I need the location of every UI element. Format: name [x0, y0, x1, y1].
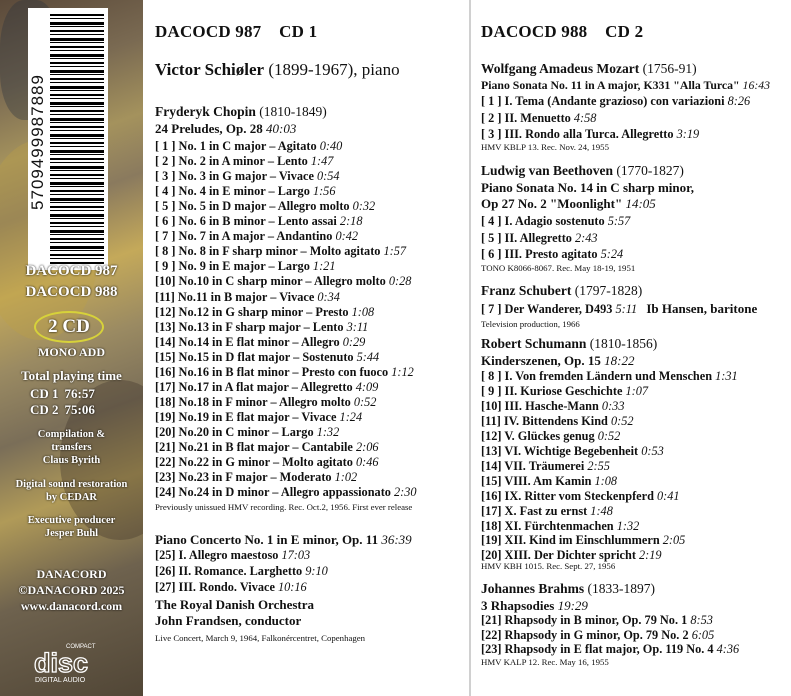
logo-bottom-text: DIGITAL AUDIO [35, 677, 86, 684]
concerto-name: Piano Concerto No. 1 in E minor, Op. 11 [155, 532, 379, 547]
composer-heading [481, 581, 655, 597]
credit-line: Executive producer [27, 515, 116, 526]
producer-credit [0, 514, 143, 540]
track-row [481, 384, 648, 399]
recording-note: TONO K8066-8067. Rec. May 18-19, 1951 [481, 263, 636, 273]
cd1-header [155, 22, 317, 42]
track-title: [ 8 ] I. Von fremden Ländern und Menschen [481, 369, 716, 383]
track-title: [11] No.11 in B major – Vivace [155, 289, 318, 304]
mono-add-label: MONO ADD [38, 345, 105, 359]
cd2-tracklist [471, 0, 791, 696]
cd1-time-label: CD 1 [30, 386, 59, 401]
track-row [155, 305, 374, 320]
track-row [481, 628, 714, 643]
composer-years: (1770-1827) [616, 163, 684, 178]
credit-line: Digital sound restoration [15, 479, 128, 490]
logo-top-text: COMPACT [66, 644, 96, 650]
barcode [28, 8, 108, 270]
work-title [155, 121, 296, 137]
compact-disc-logo [32, 640, 96, 684]
work-title [481, 598, 588, 614]
track-duration: 5:44 [356, 349, 380, 364]
performer-years: (1899-1967), piano [268, 60, 400, 79]
website: www.danacord.com [20, 599, 123, 613]
track-duration: 0:52 [353, 394, 377, 409]
track-row [481, 533, 685, 548]
track-duration: 2:05 [662, 533, 686, 548]
track-duration: 1:32 [616, 518, 640, 533]
conductor: John Frandsen, conductor [155, 613, 302, 628]
work-duration: 19:29 [557, 598, 588, 613]
track-duration: 2:55 [587, 458, 610, 473]
track-title: [16] IX. Ritter vom Steckenpferd [481, 488, 657, 503]
track-title: [10] No.10 in C sharp minor – Allegro molto [155, 274, 389, 289]
track-row [481, 231, 598, 246]
track-duration: 1:57 [383, 244, 407, 259]
work-duration: 14:05 [625, 196, 656, 211]
track-row [155, 410, 362, 425]
catalog-number-2: DACOCD 988 [25, 284, 118, 300]
recording-note: HMV KALP 12. Rec. May 16, 1955 [481, 657, 609, 667]
track-duration: 2:18 [339, 214, 363, 229]
track-title: [ 3 ] III. Rondo alla Turca. Allegretto [481, 127, 677, 141]
composer-name: Ludwig van Beethoven [481, 163, 614, 178]
track-title: [20] XIII. Der Dichter spricht [481, 548, 640, 563]
barcode-bars [50, 14, 104, 264]
track-duration: 0:34 [317, 289, 340, 304]
work-title: Piano Sonata No. 14 in C sharp minor, [481, 180, 694, 195]
cover-spine [0, 0, 143, 696]
track-title: [17] No.17 in A flat major – Allegretto [155, 379, 356, 394]
track-title: [ 4 ] No. 4 in E minor – Largo [155, 184, 313, 199]
track-row [481, 94, 750, 109]
track-row [481, 414, 634, 429]
track-row [155, 320, 368, 335]
composer-name: Johannes Brahms [481, 581, 585, 596]
track-row [155, 350, 379, 365]
recording-note: Television production, 1966 [481, 319, 580, 329]
track-row [155, 470, 357, 485]
track-duration: 2:30 [394, 485, 417, 500]
track-duration: 0:54 [317, 169, 340, 184]
track-row [155, 199, 375, 214]
track-title: [ 9 ] No. 9 in E major – Largo [155, 259, 313, 274]
track-duration: 1:12 [391, 364, 414, 379]
cd1-time-value: 76:57 [64, 386, 95, 401]
track-duration: 0:46 [355, 455, 379, 470]
track-title: [ 5 ] II. Allegretto [481, 230, 576, 245]
track-row [155, 380, 378, 395]
track-row [155, 548, 310, 563]
total-playing-time-label: Total playing time [21, 368, 122, 383]
track-duration: 1:32 [316, 424, 340, 439]
track-row [481, 429, 620, 444]
copyright: ©DANACORD 2025 [18, 583, 125, 597]
track-row [155, 259, 335, 274]
track-duration: 4:58 [573, 110, 597, 125]
track-title: [12] V. Glückes genug [481, 428, 598, 443]
track-title: [22] Rhapsody in G minor, Op. 79 No. 2 [481, 627, 692, 642]
composer-years: (1810-1849) [259, 104, 327, 119]
composer-heading [481, 61, 697, 77]
track-title: [10] III. Hasche-Mann [481, 398, 602, 413]
track-duration: 0:52 [610, 413, 634, 428]
work-duration: 40:03 [266, 121, 297, 136]
track-duration: 6:05 [691, 627, 715, 642]
track-row [481, 214, 630, 229]
track-title: [ 5 ] No. 5 in D major – Allegro molto [155, 199, 353, 214]
track-duration: 0:42 [335, 229, 359, 244]
track-title: [21] Rhapsody in B minor, Op. 79 No. 1 [481, 613, 691, 627]
track-duration: 8:26 [727, 94, 751, 108]
composer-name: Franz Schubert [481, 283, 572, 298]
track-row [481, 399, 624, 414]
work-duration: 18:22 [604, 353, 635, 368]
track-duration: 0:53 [641, 443, 664, 458]
composer-years: (1833-1897) [587, 581, 656, 596]
work-duration: 16:43 [742, 78, 771, 92]
track-title: [ 1 ] No. 1 in C major – Agitato [155, 139, 320, 153]
track-duration: 0:32 [352, 199, 376, 214]
track-row [155, 139, 342, 154]
track-row [481, 489, 680, 504]
composer-name: Robert Schumann [481, 336, 587, 351]
track-duration: 8:53 [690, 613, 713, 627]
track-title: [ 3 ] No. 3 in G major – Vivace [155, 169, 318, 184]
cd2-time-value: 75:06 [64, 402, 95, 417]
track-duration: 0:33 [601, 398, 625, 413]
work-name: 24 Preludes, Op. 28 [155, 121, 263, 136]
track-duration: 2:43 [575, 230, 598, 245]
track-title: [23] Rhapsody in E flat major, Op. 119 No. 4 [481, 642, 717, 656]
track-title: [11] IV. Bittendens Kind [481, 413, 611, 428]
track-duration: 0:52 [597, 428, 621, 443]
track-duration: 4:36 [716, 642, 740, 656]
composer-name: Wolfgang Amadeus Mozart [481, 61, 640, 76]
track-duration: 0:40 [319, 139, 343, 153]
track-duration: 1:24 [339, 409, 363, 424]
track-row [155, 580, 307, 595]
cd2-catalog: DACOCD 988 [481, 22, 588, 41]
track-row [155, 274, 411, 289]
track-title: [ 9 ] II. Kuriose Geschichte [481, 383, 626, 398]
track-duration: 17:03 [281, 548, 311, 562]
track-row [155, 154, 333, 169]
track-row [155, 485, 417, 500]
track-title: [23] No.23 in F major – Moderato [155, 470, 335, 485]
cd2-time-label: CD 2 [30, 402, 59, 417]
track-duration: 4:09 [355, 379, 379, 394]
track-title: [17] X. Fast zu ernst [481, 503, 591, 518]
performer-name: Victor Schiøler [155, 60, 265, 79]
track-row [155, 335, 365, 350]
track-title: [27] III. Rondo. Vivace [155, 580, 278, 594]
playing-times [30, 386, 101, 418]
track-row [155, 184, 335, 199]
work-name: Op 27 No. 2 "Moonlight" [481, 196, 623, 211]
track-row [481, 459, 610, 474]
cd1-catalog: DACOCD 987 [155, 22, 262, 41]
track-duration: 5:57 [607, 214, 631, 228]
track-row [481, 519, 639, 534]
track-duration: 9:10 [305, 564, 328, 578]
label-name: DANACORD [36, 567, 107, 581]
track-title: [ 6 ] No. 6 in B minor – Lento assai [155, 214, 340, 229]
compilation-credit [0, 428, 143, 467]
composer-years: (1797-1828) [574, 283, 643, 298]
composer-name: Fryderyk Chopin [155, 104, 256, 119]
recording-note: HMV KBH 1015. Rec. Sept. 27, 1956 [481, 561, 616, 571]
track-title: [26] II. Romance. Larghetto [155, 564, 306, 578]
recording-note: HMV KBLP 13. Rec. Nov. 24, 1955 [481, 142, 609, 152]
track-duration: 5:11 [615, 302, 638, 316]
track-duration: 1:08 [351, 304, 375, 319]
track-title: [19] No.19 in E flat major – Vivace [155, 409, 340, 424]
track-duration: 10:16 [277, 580, 307, 594]
track-title: [15] VIII. Am Kamin [481, 473, 595, 488]
track-title: [13] VI. Wichtige Begebenheit [481, 443, 642, 458]
track-duration: 1:08 [594, 473, 618, 488]
track-duration: 0:28 [388, 274, 412, 289]
track-row [481, 613, 713, 628]
credit-line: Claus Byrith [42, 455, 101, 466]
composer-years: (1810-1856) [589, 336, 658, 351]
track-duration: 1:47 [310, 154, 334, 169]
track-title: [14] No.14 in E flat minor – Allegro [155, 334, 343, 349]
track-duration: 0:41 [657, 488, 680, 503]
track-title: [20] No.20 in C minor – Largo [155, 424, 317, 439]
track-row [155, 395, 376, 410]
track-row [481, 504, 613, 519]
cd2-label: CD 2 [605, 22, 644, 41]
composer-heading [155, 104, 327, 120]
composer-years: (1756-91) [642, 61, 697, 76]
track-row [481, 642, 739, 657]
track-title: [ 4 ] I. Adagio sostenuto [481, 214, 608, 228]
track-title: [14] VII. Träumerei [481, 458, 588, 473]
credit-line: by CEDAR [45, 492, 98, 503]
concerto-title [155, 532, 412, 548]
track-row [155, 214, 362, 229]
track-duration: 3:19 [676, 127, 700, 141]
credit-line: transfers [51, 442, 92, 453]
track-duration: 1:07 [625, 383, 649, 398]
track-row [481, 127, 699, 142]
composer-heading [481, 163, 684, 179]
track-title: [25] I. Allegro maestoso [155, 548, 282, 562]
track-row [155, 365, 414, 380]
credit-line: Jesper Buhl [44, 528, 99, 539]
track-duration: 1:31 [715, 369, 738, 383]
track-row [481, 474, 617, 489]
track-title: [18] No.18 in F minor – Allegro molto [155, 394, 354, 409]
track-duration: 1:21 [312, 259, 336, 274]
track-title: [ 1 ] I. Tema (Andante grazioso) con variazioni [481, 94, 728, 108]
track-row [155, 244, 406, 259]
track-title: [ 6 ] III. Presto agitato [481, 247, 601, 261]
track-row [155, 290, 340, 305]
restoration-credit [0, 478, 143, 504]
composer-heading [481, 336, 657, 352]
concerto-duration: 36:39 [381, 532, 412, 547]
orchestra: The Royal Danish Orchestra [155, 597, 315, 612]
track-title: [ 7 ] Der Wanderer, D493 [481, 302, 613, 316]
track-row [155, 169, 340, 184]
track-row [155, 229, 358, 244]
label-info [0, 566, 143, 614]
track-title: [21] No.21 in B flat major – Cantabile [155, 440, 356, 454]
track-title: [19] XII. Kind im Einschlummern [481, 533, 663, 548]
track-title: [16] No.16 in B flat minor – Presto con fuoco [155, 364, 392, 379]
track-duration: 3:11 [346, 319, 369, 334]
track-row [155, 440, 379, 455]
work-name: 3 Rhapsodies [481, 598, 555, 613]
track-row [481, 247, 623, 262]
track-duration: 2:06 [355, 440, 379, 454]
track-duration: 2:19 [639, 548, 662, 563]
track-row [481, 369, 738, 384]
track-title: [ 8 ] No. 8 in F sharp minor – Molto agitato [155, 244, 384, 259]
track-duration: 1:02 [334, 470, 358, 485]
work-title-cont [481, 196, 656, 212]
performer [155, 60, 400, 80]
cd1-label: CD 1 [279, 22, 318, 41]
track-title: [15] No.15 in D flat major – Sostenuto [155, 349, 357, 364]
cd-count-badge: 2 CD [34, 311, 104, 343]
concert-note: Live Concert, March 9, 1964, Falkonércentret, Copenhagen [155, 633, 366, 643]
track-duration: 0:29 [342, 334, 366, 349]
work-title [481, 353, 635, 369]
track-duration: 1:48 [590, 503, 613, 518]
track-row [155, 564, 328, 579]
track-title: [22] No.22 in G minor – Molto agitato [155, 455, 356, 470]
track-title: [ 7 ] No. 7 in A major – Andantino [155, 229, 336, 244]
logo-disc-text: disc [34, 648, 89, 678]
track-row [481, 111, 596, 126]
catalog-number-1: DACOCD 987 [25, 263, 118, 279]
track-title: [ 2 ] No. 2 in A minor – Lento [155, 154, 311, 169]
composer-heading [481, 283, 642, 299]
track-duration: 5:24 [600, 247, 624, 261]
track-row [481, 301, 757, 317]
track-title: [18] XI. Fürchtenmachen [481, 518, 617, 533]
track-title: [12] No.12 in G sharp minor – Presto [155, 304, 352, 319]
track-title: [ 2 ] II. Menuetto [481, 110, 574, 125]
work-name: Kinderszenen, Op. 15 [481, 353, 601, 368]
cd1-tracklist [143, 0, 469, 696]
track-row [481, 444, 664, 459]
barcode-number: 5709499987889 [28, 74, 47, 210]
track-row [155, 425, 339, 440]
track-row [155, 455, 379, 470]
credit-line: Compilation & [37, 429, 106, 440]
recording-note: Previously unissued HMV recording. Rec. Oct.2, 1956. First ever release [155, 502, 413, 512]
work-name: Piano Sonata No. 11 in A major, K331 "Alla Turca" [481, 78, 740, 92]
track-title: [24] No.24 in D minor – Allegro appassionato [155, 485, 395, 500]
work-title [481, 78, 770, 93]
track-title: [13] No.13 in F sharp major – Lento [155, 319, 347, 334]
track-duration: 1:56 [312, 184, 336, 199]
baritone-credit: Ib Hansen, baritone [646, 301, 758, 316]
cd2-header [481, 22, 643, 42]
